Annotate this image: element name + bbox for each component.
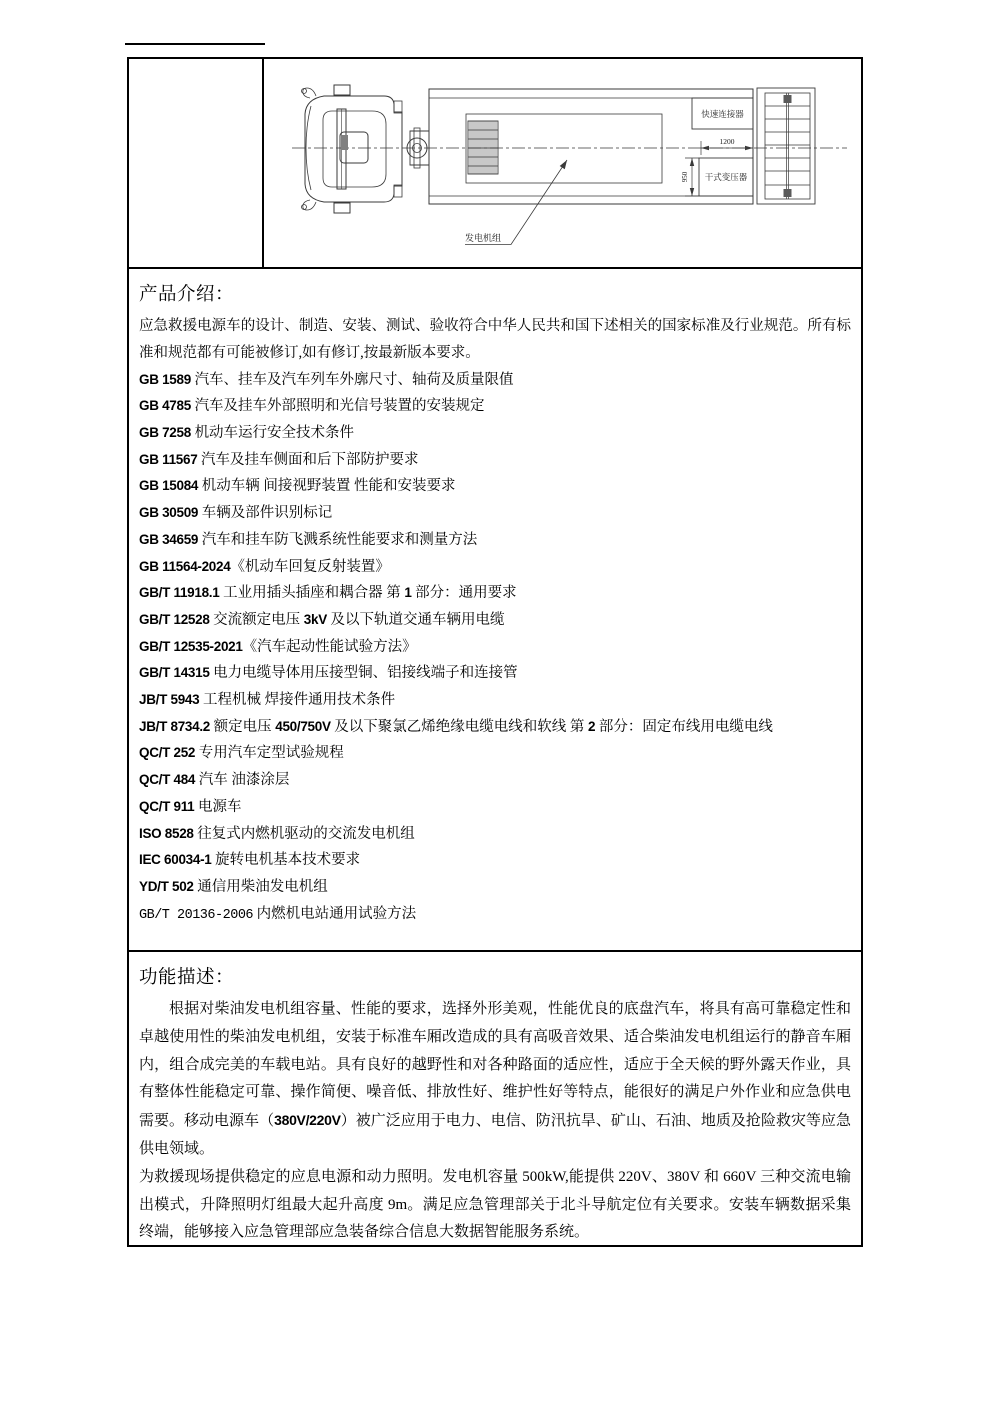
quick-connector-box	[692, 98, 753, 129]
product-intro-heading: 产品介绍：	[139, 285, 235, 305]
body-text: ）被广泛应用于电力、电信、防汛抗旱、矿山、石油、地质及抢险救灾等应急供电领域。	[139, 1113, 851, 1157]
standard-line	[139, 500, 851, 527]
standard-code-text: GB/T 12535-2021	[139, 638, 243, 654]
table-row-drawing	[129, 59, 861, 267]
body-text: 工业用插头插座和耦合器 第	[219, 585, 405, 602]
dry-transformer-box	[699, 158, 753, 196]
body-text: 《机动车回复反射装置》	[230, 558, 390, 575]
standard-line	[139, 821, 851, 848]
standard-line	[139, 367, 851, 394]
function-desc-paragraph-2	[139, 1164, 851, 1245]
body-text: 9m	[387, 1196, 408, 1213]
body-text: 通信用柴油发电机组	[193, 878, 328, 895]
standards-list	[139, 367, 851, 930]
standard-code-text: 1	[404, 585, 412, 601]
standard-line	[139, 420, 851, 447]
standard-code-text: 3kV	[303, 611, 327, 627]
standard-line	[139, 554, 851, 581]
generator-grille	[468, 121, 498, 174]
body-text: 机动车辆 间接视野装置 性能和安装要求	[198, 478, 456, 495]
dimension-950-label: 950	[681, 171, 689, 183]
standard-code-text: GB/T 11918.1	[139, 585, 220, 601]
standard-line	[139, 847, 851, 874]
standard-code-text: 450/750V	[275, 718, 331, 734]
body-text: 车辆及部件识别标记	[198, 505, 333, 522]
standard-line	[139, 527, 851, 554]
body-text: 汽车及挂车侧面和后下部防护要求	[197, 451, 419, 468]
standard-code-text: QC/T 484	[139, 772, 196, 788]
function-desc-paragraph-1	[139, 996, 851, 1164]
standard-code-text: JB/T 5943	[139, 692, 200, 708]
body-text: 汽车、挂车及汽车列车外廓尺寸、轴荷及质量限值	[190, 371, 514, 388]
standard-line	[139, 473, 851, 500]
standard-line	[139, 580, 851, 607]
quick-connector-label: 快速连接器	[701, 109, 744, 119]
mirror-bottom-icon	[302, 200, 317, 210]
drawing-cell	[264, 59, 861, 267]
body-text: 交流额定电压	[209, 611, 304, 628]
table-row-function-desc	[129, 950, 861, 1245]
body-text: 专用汽车定型试验规程	[195, 745, 344, 762]
standard-code-text: GB 30509	[139, 505, 199, 521]
empty-left-cell	[129, 59, 264, 267]
body-text: 内燃机电站通用试验方法	[253, 905, 417, 922]
body-text: 往复式内燃机驱动的交流发电机组	[193, 825, 415, 842]
body-text: 机动车运行安全技术条件	[190, 425, 355, 441]
truck-top-view-drawing	[264, 59, 861, 267]
standard-line	[139, 447, 851, 474]
box-body	[410, 89, 753, 204]
generator-set-callout	[465, 160, 567, 245]
dimension-1200	[701, 137, 753, 155]
standard-code-text: GB 34659	[139, 531, 199, 547]
generator-compartment	[466, 114, 662, 183]
standard-code-text: JB/T 8734.2	[139, 718, 210, 734]
standard-line	[139, 393, 851, 420]
body-text: 部分：固定布线用电缆电线	[595, 718, 773, 735]
body-text: 部分：通用要求	[411, 585, 517, 602]
body-text: 及以下轨道交通车辆用电缆	[326, 611, 505, 628]
body-text: 220V、380V	[618, 1168, 701, 1185]
standard-line	[139, 767, 851, 794]
standard-code-text: QC/T 252	[139, 745, 196, 761]
body-text: 工程机械 焊接件通用技术条件	[199, 692, 396, 709]
standard-code-text: GB 7258	[139, 425, 191, 440]
body-text: ,能提供	[564, 1168, 619, 1185]
page-break-border-fragment	[125, 43, 265, 45]
body-text: 额定电压	[210, 718, 276, 735]
standard-code-text: 380V/220V	[274, 1112, 341, 1129]
mirror-top-icon	[302, 88, 317, 98]
body-text: 《汽车起动性能试验方法》	[242, 638, 417, 655]
standard-line	[139, 634, 851, 661]
standard-code-text: GB 1589	[139, 371, 191, 387]
generator-set-label: 发电机组	[465, 233, 502, 243]
table-row-product-intro	[129, 267, 861, 950]
product-intro-paragraph: 应急救援电源车的设计、制造、安装、测试、验收符合中华人民共和国下述相关的国家标准及行业规范。所有标准和规范都有可能被修订,如有修订,按最新版本要求。	[139, 318, 851, 361]
function-desc-heading: 功能描述：	[139, 968, 235, 988]
standard-line	[139, 740, 851, 767]
dry-transformer-label: 干式变压器	[704, 172, 748, 182]
body-text: 汽车及挂车外部照明和光信号装置的安装规定	[190, 398, 485, 415]
standard-code-text: ISO 8528	[139, 825, 194, 841]
dimension-950	[681, 158, 699, 196]
body-text: GB/T 20136-2006	[139, 907, 254, 923]
body-text: 和	[700, 1168, 724, 1185]
standard-line	[139, 794, 851, 821]
body-text: 及以下聚氯乙烯绝缘电缆电线和软线 第	[330, 718, 589, 735]
body-text: 电源车	[194, 798, 242, 815]
body-text: 根据对柴油发电机组容量、性能的要求，选择外形美观，性能优良的底盘汽车，将具有高可靠稳定性和卓越使用性的柴油发电机组，安装于标准车厢改造成的具有高吸音效果、适合柴油发电机组运行的静音车厢内，组合成完美的车载电站。具有良好的越野性和对各种路面的适应性，适应于全天候的野外露天作业，具有整体性能稳定可靠、操作简便、噪音低、排放性好、维护性好等特点，能很好的满足户外作业和应急供电需要。移动电源车（	[139, 1001, 851, 1130]
body-text: 旋转电机基本技术要求	[211, 852, 361, 869]
standard-code-text: QC/T 911	[139, 798, 195, 814]
body-text: 660V	[723, 1168, 757, 1185]
standard-line	[139, 901, 851, 930]
body-text: 汽车和挂车防飞溅系统性能要求和测量方法	[198, 531, 478, 548]
standard-line	[139, 714, 851, 741]
cab-outline	[302, 85, 403, 213]
standard-code-text: GB 4785	[139, 398, 191, 414]
dimension-1200-label: 1200	[719, 137, 735, 146]
standard-code-text: IEC 60034-1	[139, 852, 212, 868]
standard-code-text: GB/T 14315	[139, 665, 210, 681]
body-text: 三种交流电输出模式，升降照明灯组最大起升高度	[139, 1168, 851, 1213]
body-text: 500kW	[522, 1168, 565, 1185]
standard-code-text: GB 15084	[139, 478, 199, 494]
body-text: 。满足应急管理部关于北斗导航定位有关要求。安装车辆数据采集终端，能够接入应急管理部应急装备综合信息大数据智能服务系统。	[139, 1196, 851, 1241]
body-text: 汽车 油漆涂层	[195, 772, 290, 789]
standard-code-text: GB 11564-2024	[139, 558, 231, 574]
standard-code-text: GB 11567	[139, 451, 198, 467]
body-text: 为救援现场提供稳定的应息电源和动力照明。发电机容量	[139, 1168, 523, 1185]
standard-code-text: GB/T 12528	[139, 611, 210, 627]
standard-line	[139, 660, 851, 687]
document-table	[127, 57, 863, 1247]
rear-platform	[757, 88, 815, 204]
standard-code-text: 2	[588, 718, 596, 734]
body-text: 电力电缆导体用压接型铜、铝接线端子和连接管	[209, 665, 518, 682]
standard-code-text: YD/T 502	[139, 878, 194, 894]
standard-line	[139, 687, 851, 714]
standard-line	[139, 607, 851, 634]
standard-line	[139, 874, 851, 901]
